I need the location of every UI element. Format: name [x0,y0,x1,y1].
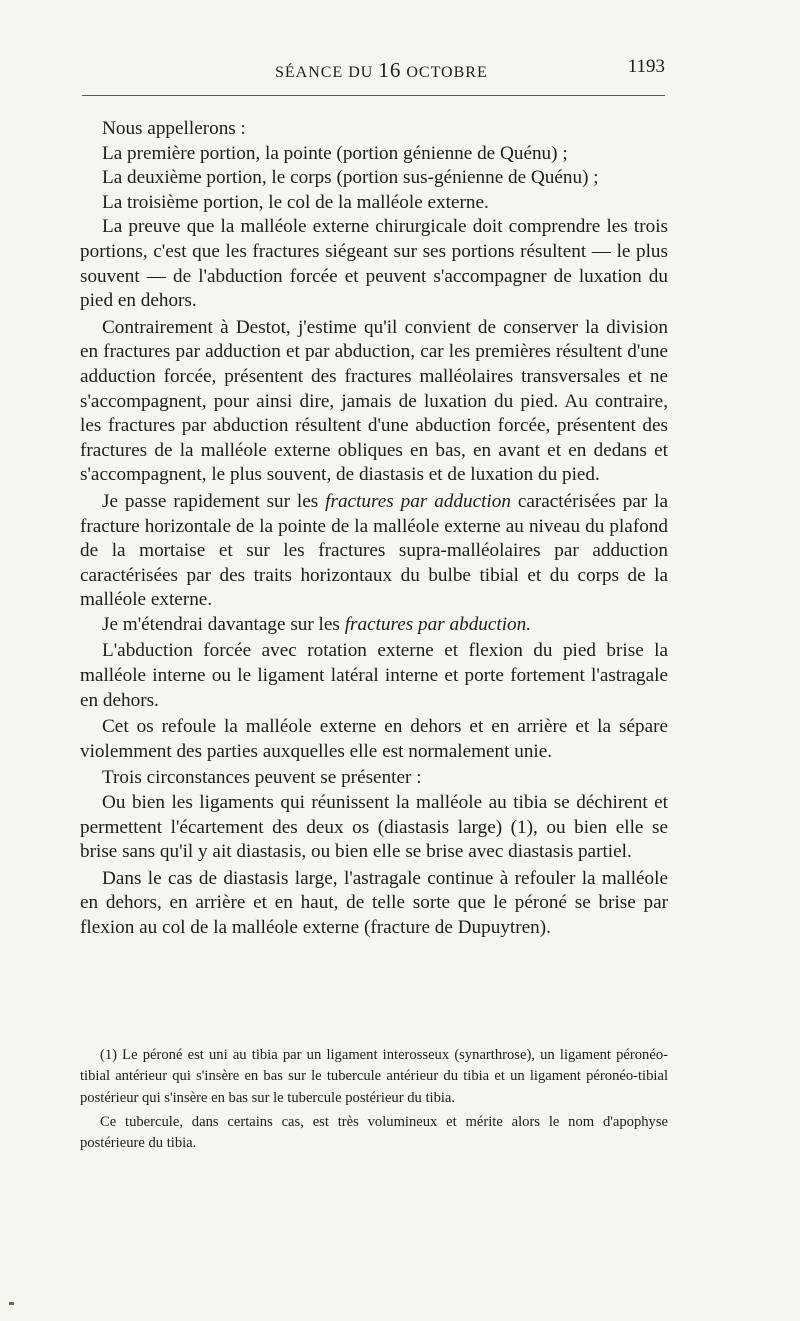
footnote: Ce tubercule, dans certains cas, est très volumineux et mérite alors le nom d'apophyse postérieure du tibia. [80,1113,668,1152]
paragraph: La preuve que la malléole externe chirurgicale doit comprendre les trois portions, c'est que les fractures siégeant sur ses portions résultent — le plus souvent — de l'abduction forcée et peuvent s'accompagner de luxation du pied en dehors. [80,216,668,312]
body-text [80,117,668,941]
paragraph-text: Je m'étendrai davantage sur les [102,613,345,635]
italic-term: fractures par abduction. [344,613,532,635]
title-part-a: SÉANCE DU [275,64,379,81]
paragraph-text: Je passe rapidement sur les [102,490,326,512]
footnote: (1) Le péroné est uni au tibia par un ligament interosseux (synarthrose), un ligament péronéo-tibial antérieur qui s'insère en bas sur le tubercule antérieur du tibia et un ligament péronéo-tibial postérieur qui s'insère en bas sur le tubercule postérieur du tibia. [80,1047,668,1106]
title-part-b: OCTOBRE [401,64,488,81]
paragraph: La troisième portion, le col de la malléole externe. [102,191,489,213]
paragraph: La première portion, la pointe (portion génienne de Quénu) ; [102,142,568,164]
paragraph: Contrairement à Destot, j'estime qu'il convient de conserver la division en fractures par adduction et par abduction, car les premières résultent d'une adduction forcée, présentent des fractures malléolaires transversales et ne s'accompagnent, pour ainsi dire, jamais de luxation du pied. Au contraire, les fractures par abduction résultent d'une abduction forcée, présentent des fractures de la malléole externe obliques en bas, en avant et en dedans et s'accompagnent, le plus souvent, de diastasis et de luxation du pied. [80,316,668,486]
paragraph: La deuxième portion, le corps (portion sus-génienne de Quénu) ; [102,167,599,189]
paragraph: Nous appellerons : [102,118,246,139]
footnotes [80,1045,668,1154]
paragraph: Dans le cas de diastasis large, l'astragale continue à refouler la malléole en dehors, en arrière et en haut, de telle sorte que le péroné se brise par flexion au col de la malléole externe (fracture de Dupuytren). [80,867,668,938]
paragraph: Ou bien les ligaments qui réunissent la malléole au tibia se déchirent et permettent l'écartement des deux os (diastasis large) (1), ou bien elle se brise sans qu'il y ait diastasis, ou bien elle se brise avec diastasis partiel. [80,792,668,863]
paper-mark [9,1302,14,1305]
running-header [80,56,665,86]
paragraph: L'abduction forcée avec rotation externe et flexion du pied brise la malléole interne ou le ligament latéral interne et porte fortement l'astragale en dehors. [80,640,668,711]
title-date-number: 16 [378,58,402,82]
italic-term: fractures par adduction [325,490,511,512]
paragraph [80,490,668,613]
page-number: 1193 [627,56,665,77]
header-rule [82,95,665,96]
paragraph-text: caractérisées par la fracture horizontale de la pointe de la malléole externe au niveau du plafond de la mortaise et sur les fractures supra-malléolaires par adduction caractérisées par des traits horizontaux du bulbe tibial et du corps de la malléole externe. [80,490,668,611]
paragraph [80,613,668,638]
paragraph: Trois circonstances peuvent se présenter : [102,767,422,789]
running-title [275,58,488,83]
paragraph: Cet os refoule la malléole externe en dehors et en arrière et la sépare violemment des parties auxquelles elle est normalement unie. [80,716,668,762]
